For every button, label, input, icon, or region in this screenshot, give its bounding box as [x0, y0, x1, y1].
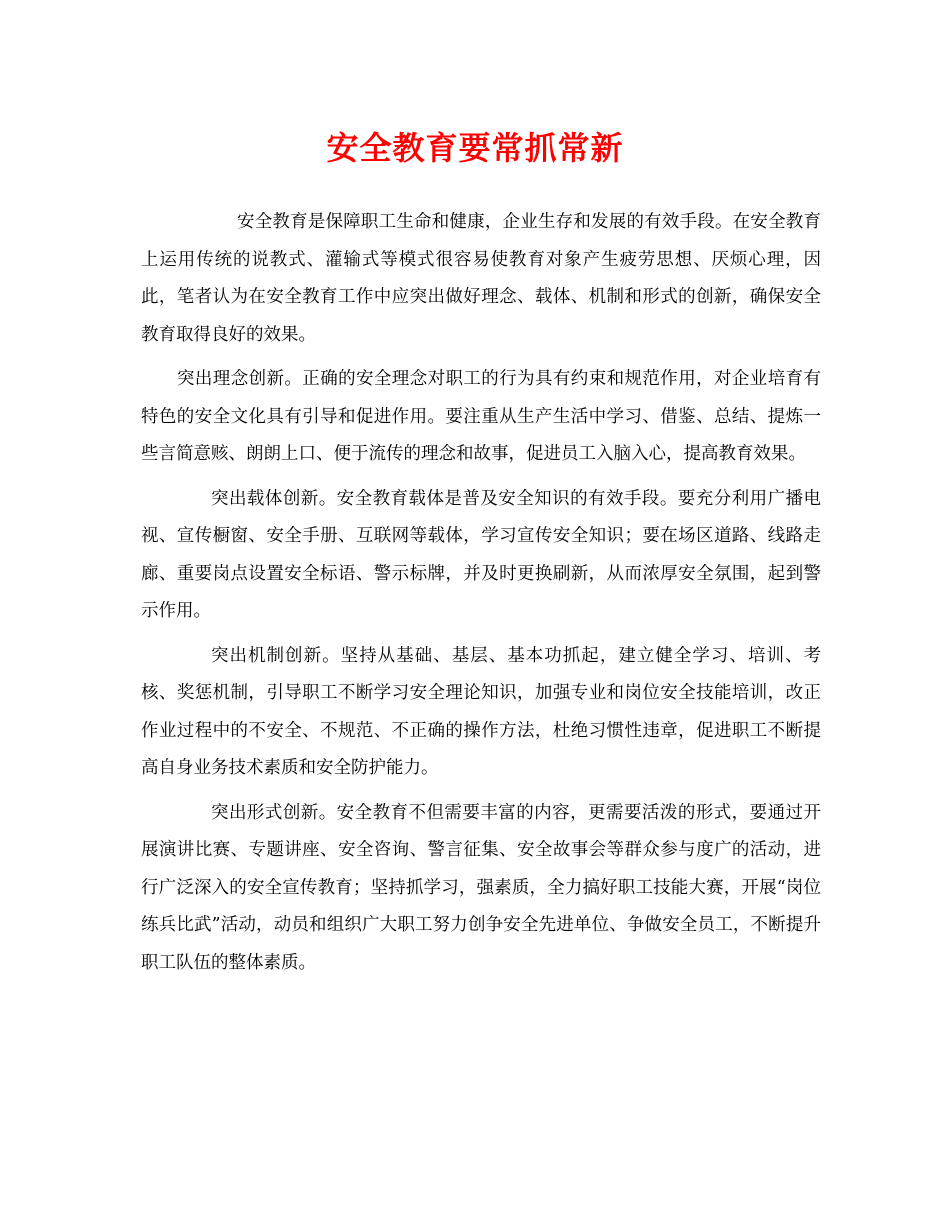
paragraph-carrier-innovation: 突出载体创新。安全教育载体是普及安全知识的有效手段。要充分利用广播电视、宣传橱窗、安全手册、互联网等载体，学习宣传安全知识；要在场区道路、线路走廊、重要岗点设置安全标语、警示标牌，并及时更换刷新，从而浓厚安全氛围，起到警示作用。	[141, 488, 821, 621]
paragraph-concept-innovation: 突出理念创新。正确的安全理念对职工的行为具有约束和规范作用，对企业培育有特色的安全文化具有引导和促进作用。要注重从生产生活中学习、借鉴、总结、提炼一些言简意赅、朗朗上口、便于流传的理念和故事，促进员工入脑入心，提高教育效果。	[141, 369, 821, 464]
paragraph-intro: 安全教育是保障职工生命和健康，企业生存和发展的有效手段。在安全教育上运用传统的说教式、灌输式等模式很容易使教育对象产生疲劳思想、厌烦心理，因此，笔者认为在安全教育工作中应突出做好理念、载体、机制和形式的创新，确保安全教育取得良好的效果。	[141, 212, 821, 345]
document-body	[141, 204, 821, 989]
paragraph-form-innovation: 突出形式创新。安全教育不但需要丰富的内容，更需要活泼的形式，要通过开展演讲比赛、专题讲座、安全咨询、警言征集、安全故事会等群众参与度广的活动，进行广泛深入的安全宣传教育；坚持抓学习，强素质，全力搞好职工技能大赛，开展“岗位练兵比武”活动，动员和组织广大职工努力创争安全先进单位、争做安全员工，不断提升职工队伍的整体素质。	[141, 802, 821, 973]
paragraph-mechanism-innovation: 突出机制创新。坚持从基础、基层、基本功抓起，建立健全学习、培训、考核、奖惩机制，引导职工不断学习安全理论知识，加强专业和岗位安全技能培训，改正作业过程中的不安全、不规范、不正确的操作方法，杜绝习惯性违章，促进职工不断提高自身业务技术素质和安全防护能力。	[141, 645, 821, 778]
document-title: 安全教育要常抓常新	[326, 129, 624, 167]
